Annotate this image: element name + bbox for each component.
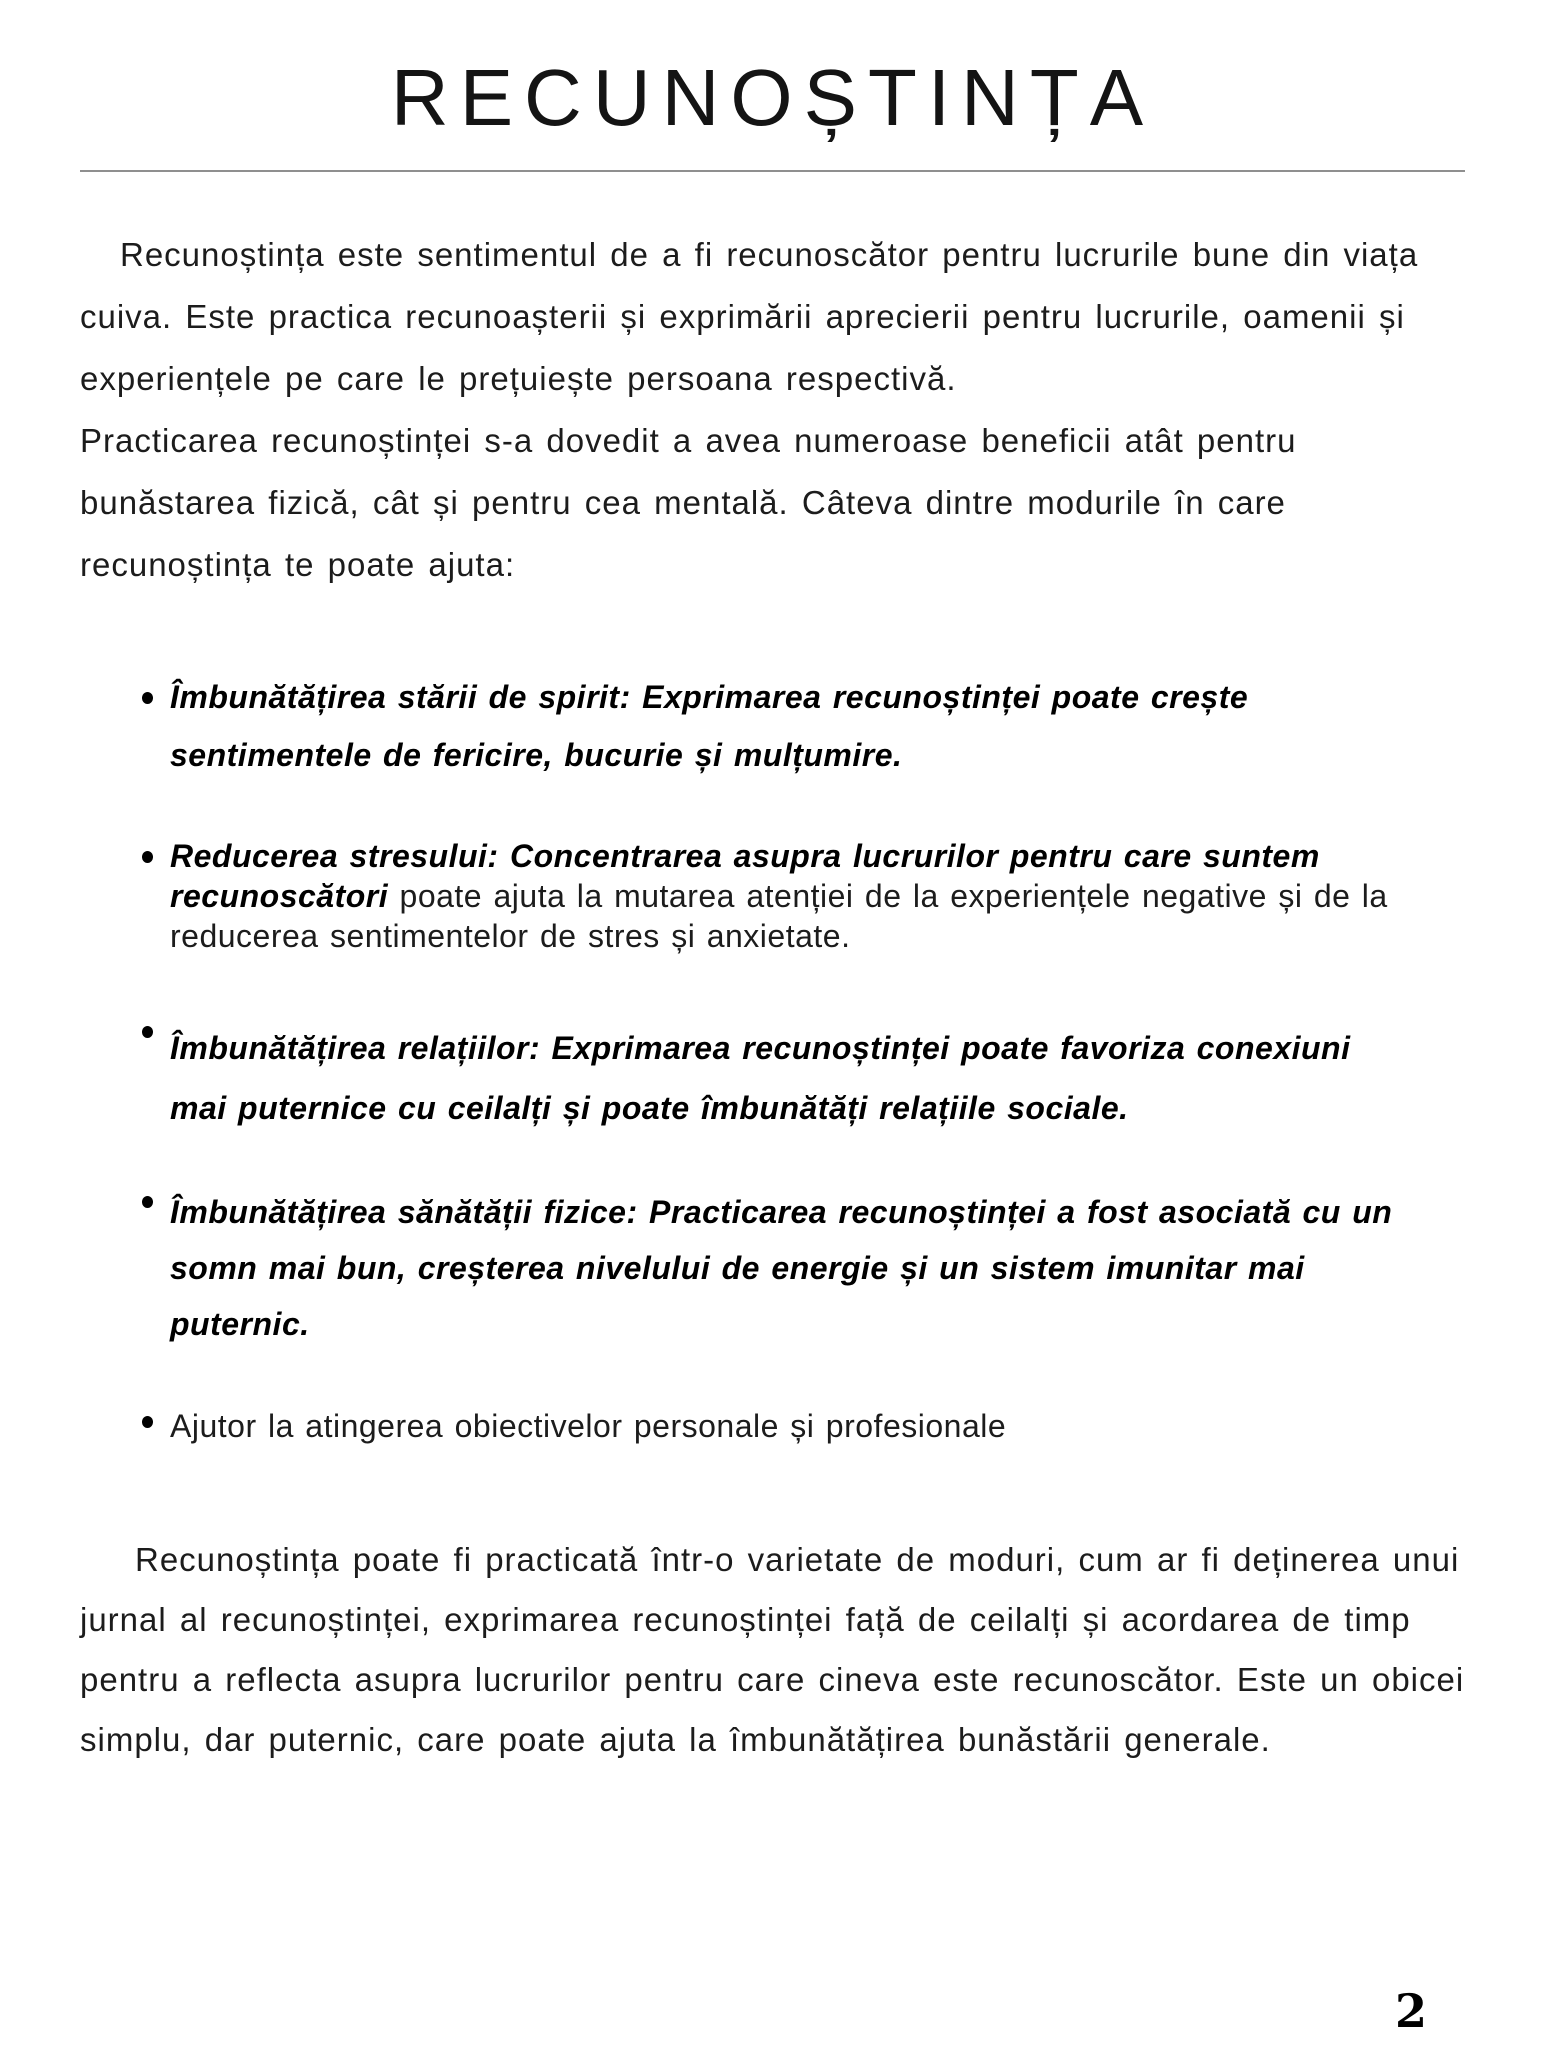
benefit-text: Ajutor la atingerea obiectivelor personale și profesionale (170, 1408, 1007, 1444)
bullet-icon (142, 1196, 153, 1208)
list-item (170, 1018, 1370, 1138)
benefit-emphasis: Reducerea stresului: Concentrarea asupra lucrurilor pentru care suntem recunoscători (170, 838, 1320, 914)
bullet-icon (142, 851, 153, 863)
benefit-emphasis: Îmbunătățirea sănătății fizice: Practicarea recunoștinței a fost asociată cu un somn mai bun, creșterea nivelului de energie și un sistem imunitar mai puternic. (170, 1194, 1393, 1342)
list-item (170, 668, 1350, 784)
intro-section (80, 224, 1465, 596)
page-number: 2 (1394, 1984, 1427, 2038)
benefit-emphasis: Îmbunătățirea relațiilor: Exprimarea recunoștinței poate favoriza conexiuni mai puternice cu ceilalți și poate îmbunătăți relațiile sociale. (170, 1030, 1351, 1126)
title-divider (80, 170, 1465, 172)
page-title: RECUNOȘTINȚA (390, 53, 1155, 142)
benefit-text: poate ajuta la mutarea atenției de la experiențele negative și de la reducerea sentimentelor de stres și anxietate. (170, 878, 1388, 954)
bullet-icon (142, 1026, 153, 1038)
bullet-icon (142, 692, 153, 704)
intro-paragraph-2: Practicarea recunoștinței s-a dovedit a avea numeroase beneficii atât pentru bunăstarea fizică, cât și pentru cea mentală. Câteva dintre modurile în care recunoștința te poate ajuta: (80, 422, 1297, 583)
document-page (0, 52, 1545, 1770)
list-item (170, 1406, 1430, 1446)
closing-paragraph: Recunoștința poate fi practicată într-o varietate de moduri, cum ar fi deținerea unui jurnal al recunoștinței, exprimarea recunoștinței față de ceilalți și acordarea de timp pentru a reflecta asupra lucrurilor pentru care cineva este recunoscător. Este un obicei simplu, dar puternic, care poate ajuta la îmbunătățirea bunăstării generale. (80, 1541, 1465, 1758)
list-item (170, 836, 1430, 956)
benefit-emphasis: Îmbunătățirea stării de spirit: Exprimarea recunoștinței poate crește sentimentele de fericire, bucurie și mulțumire. (170, 679, 1249, 773)
list-item (170, 1184, 1420, 1352)
benefits-list (80, 668, 1465, 1446)
intro-paragraph-1: Recunoștința este sentimentul de a fi recunoscător pentru lucrurile bune din viața cuiva. Este practica recunoașterii și exprimării aprecierii pentru lucrurile, oamenii și experiențele pe care le prețuiește persoana respectivă. (80, 236, 1419, 397)
bullet-icon (142, 1416, 153, 1428)
